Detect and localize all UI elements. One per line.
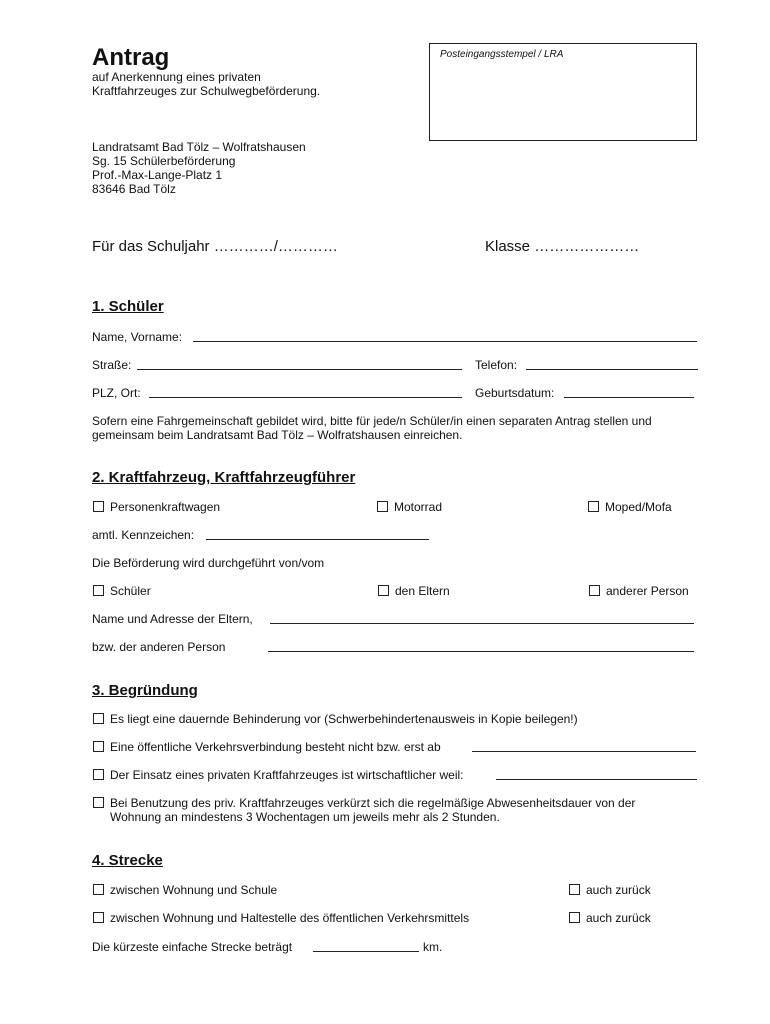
carpool-note-line1: Sofern eine Fahrgemeinschaft gebildet wird, bitte für jede/n Schüler/in einen separaten Antrag stellen und: [92, 414, 652, 428]
reason3-label: Der Einsatz eines privaten Kraftfahrzeuges ist wirtschaftlicher weil:: [110, 768, 464, 782]
motorcycle-checkbox[interactable]: [377, 501, 388, 512]
zip-input-line[interactable]: [149, 397, 462, 398]
route2-return-checkbox[interactable]: [569, 912, 580, 923]
street-input-line[interactable]: [137, 369, 462, 370]
parents-address-input-line[interactable]: [270, 623, 694, 624]
receipt-stamp-box: [429, 43, 697, 141]
section4-heading: 4. Strecke: [92, 852, 163, 869]
zip-label: PLZ, Ort:: [92, 386, 141, 400]
form-title: Antrag: [92, 44, 170, 71]
route1-checkbox[interactable]: [93, 884, 104, 895]
other-person-checkbox[interactable]: [589, 585, 600, 596]
parents-label: den Eltern: [395, 584, 450, 598]
reason2-checkbox[interactable]: [93, 741, 104, 752]
reason3-input-line[interactable]: [496, 779, 697, 780]
reason4-label-line2: Wohnung an mindestens 3 Wochentagen um jeweils mehr als 2 Stunden.: [110, 810, 500, 824]
address-line2: Sg. 15 Schülerbeförderung: [92, 154, 236, 168]
other-person-label: anderer Person: [606, 584, 689, 598]
name-label: Name, Vorname:: [92, 330, 183, 344]
route2-label: zwischen Wohnung und Haltestelle des öffentlichen Verkehrsmittels: [110, 911, 470, 925]
route1-label: zwischen Wohnung und Schule: [110, 883, 278, 897]
route2-checkbox[interactable]: [93, 912, 104, 923]
reason4-checkbox[interactable]: [93, 797, 104, 808]
moped-checkbox[interactable]: [588, 501, 599, 512]
parents-checkbox[interactable]: [378, 585, 389, 596]
motorcycle-label: Motorrad: [394, 500, 443, 514]
phone-input-line[interactable]: [526, 369, 698, 370]
birthdate-input-line[interactable]: [564, 397, 694, 398]
form-subtitle-line1: auf Anerkennung eines privaten: [92, 70, 261, 84]
phone-label: Telefon:: [475, 358, 518, 372]
receipt-stamp-label: Posteingangsstempel / LRA: [440, 49, 564, 60]
student-checkbox[interactable]: [93, 585, 104, 596]
class-field[interactable]: Klasse …………………: [485, 238, 640, 255]
route2-return-label: auch zurück: [586, 911, 651, 925]
parents-address-label: Name und Adresse der Eltern,: [92, 612, 253, 626]
moped-label: Moped/Mofa: [605, 500, 672, 514]
transport-by-label: Die Beförderung wird durchgeführt von/vom: [92, 556, 325, 570]
car-label: Personenkraftwagen: [110, 500, 221, 514]
form-subtitle-line2: Kraftfahrzeuges zur Schulwegbeförderung.: [92, 84, 321, 98]
reason1-label: Es liegt eine dauernde Behinderung vor (Schwerbehindertenausweis in Kopie beilegen!): [110, 712, 578, 726]
car-checkbox[interactable]: [93, 501, 104, 512]
street-label: Straße:: [92, 358, 132, 372]
distance-unit: km.: [423, 940, 443, 954]
plate-label: amtl. Kennzeichen:: [92, 528, 195, 542]
name-input-line[interactable]: [193, 341, 697, 342]
address-line3: Prof.-Max-Lange-Platz 1: [92, 168, 223, 182]
address-line1: Landratsamt Bad Tölz – Wolfratshausen: [92, 140, 306, 154]
section1-heading: 1. Schüler: [92, 298, 164, 315]
reason2-label: Eine öffentliche Verkehrsverbindung besteht nicht bzw. erst ab: [110, 740, 441, 754]
distance-label: Die kürzeste einfache Strecke beträgt: [92, 940, 293, 954]
plate-input-line[interactable]: [206, 539, 429, 540]
route1-return-checkbox[interactable]: [569, 884, 580, 895]
reason3-checkbox[interactable]: [93, 769, 104, 780]
route1-return-label: auch zurück: [586, 883, 651, 897]
distance-input-line[interactable]: [313, 951, 419, 952]
carpool-note-line2: gemeinsam beim Landratsamt Bad Tölz – Wolfratshausen einreichen.: [92, 428, 463, 442]
section2-heading: 2. Kraftfahrzeug, Kraftfahrzeugführer: [92, 469, 356, 486]
other-person-address-input-line[interactable]: [268, 651, 694, 652]
birthdate-label: Geburtsdatum:: [475, 386, 555, 400]
other-person-address-label: bzw. der anderen Person: [92, 640, 226, 654]
section3-heading: 3. Begründung: [92, 682, 198, 699]
student-label: Schüler: [110, 584, 151, 598]
address-line4: 83646 Bad Tölz: [92, 182, 176, 196]
reason4-label-line1: Bei Benutzung des priv. Kraftfahrzeuges verkürzt sich die regelmäßige Abwesenheitsdauer von der: [110, 796, 636, 810]
school-year-field[interactable]: Für das Schuljahr …………/…………: [92, 238, 338, 255]
reason2-input-line[interactable]: [472, 751, 696, 752]
reason1-checkbox[interactable]: [93, 713, 104, 724]
